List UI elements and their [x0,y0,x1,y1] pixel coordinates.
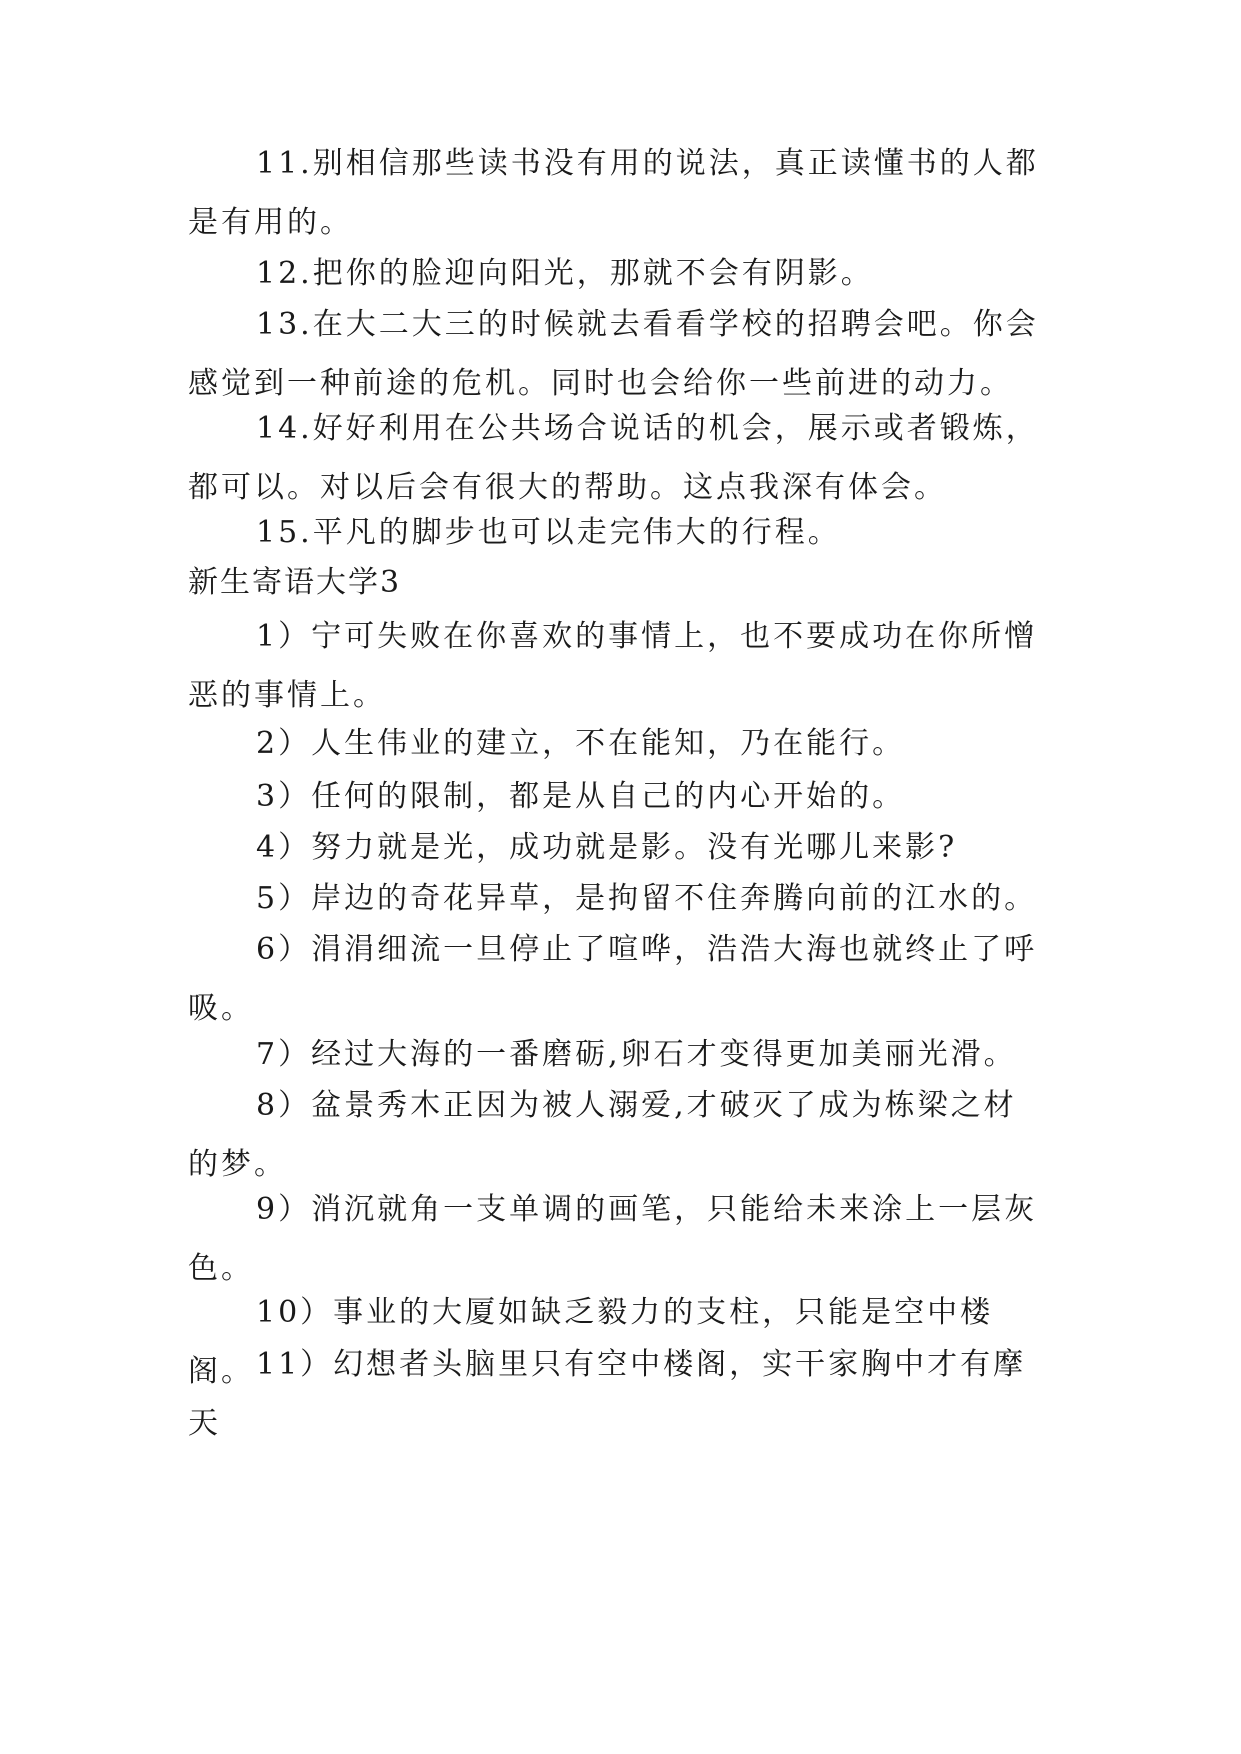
list-item-6: 6）涓涓细流一旦停止了喧哗，浩浩大海也就终止了呼吸。 [188,932,1038,1026]
list-item-9: 9）消沉就角一支单调的画笔，只能给未来涂上一层灰色。 [188,1192,1038,1286]
list-item-1: 1）宁可失败在你喜欢的事情上，也不要成功在你所憎恶的事情上。 [188,619,1038,713]
list-item-5: 5）岸边的奇花异草，是拘留不住奔腾向前的江水的。 [256,881,1038,916]
section-heading: 新生寄语大学3 [188,565,402,600]
list-item-8: 8）盆景秀木正因为被人溺爱,才破灭了成为栋梁之材的梦。 [188,1088,1017,1182]
paragraph-12: 12.把你的脸迎向阳光，那就不会有阴影。 [256,256,874,291]
paragraph-15: 15.平凡的脚步也可以走完伟大的行程。 [256,515,841,550]
list-item-11: 11）幻想者头脑里只有空中楼阁，实干家胸中才有摩天 [188,1347,1027,1441]
list-item-3: 3）任何的限制，都是从自己的内心开始的。 [256,779,906,814]
list-item-7: 7）经过大海的一番磨砺,卵石才变得更加美丽光滑。 [256,1037,1017,1072]
paragraph-11: 11.别相信那些读书没有用的说法，真正读懂书的人都是有用的。 [188,146,1039,240]
paragraph-14: 14.好好利用在公共场合说话的机会，展示或者锻炼，都可以。对以后会有很大的帮助。这点我深有体会。 [188,411,1039,505]
list-item-4: 4）努力就是光，成功就是影。没有光哪儿来影? [256,830,958,865]
list-item-10: 10）事业的大厦如缺乏毅力的支柱，只能是空中楼阁。 [188,1295,994,1389]
paragraph-13: 13.在大二大三的时候就去看看学校的招聘会吧。你会感觉到一种前途的危机。同时也会给你一些前进的动力。 [188,307,1039,401]
list-item-2: 2）人生伟业的建立，不在能知，乃在能行。 [256,726,906,761]
